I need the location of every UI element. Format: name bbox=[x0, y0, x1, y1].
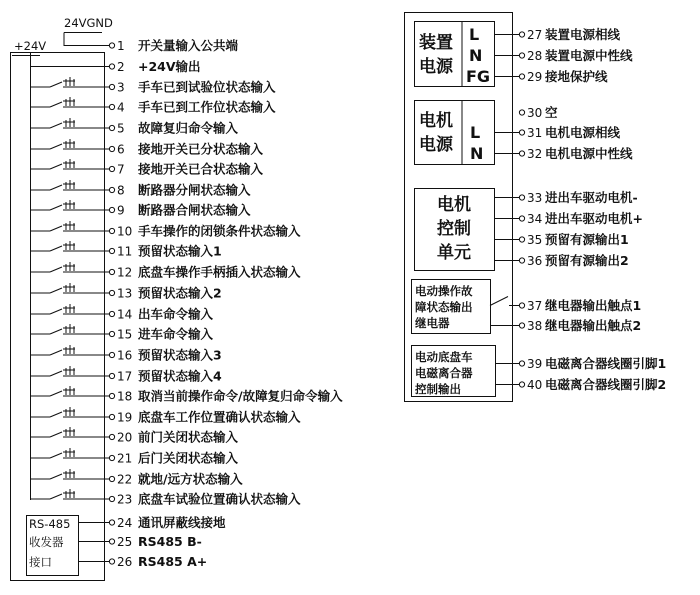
switch-contact-icon bbox=[31, 77, 112, 87]
motor-power-line1: 电机 bbox=[419, 111, 453, 131]
gnd-label: 24VGND bbox=[64, 16, 113, 30]
terminal-left-3 bbox=[109, 84, 114, 89]
terminal-number: 5 bbox=[117, 121, 125, 136]
contactor-line1: 电动底盘车 bbox=[415, 350, 473, 364]
terminal-label: 预留有源输出2 bbox=[545, 253, 629, 268]
v24-label: +24V bbox=[14, 39, 47, 53]
switch-contact-icon bbox=[31, 427, 112, 437]
terminal-right-31 bbox=[519, 130, 524, 135]
terminal-number: 27 bbox=[527, 28, 543, 42]
switch-contact-icon bbox=[31, 386, 112, 396]
terminal-label: RS485 B- bbox=[138, 534, 202, 549]
terminal-left-9 bbox=[109, 207, 114, 212]
fault-relay-line1: 电动操作故 bbox=[415, 284, 473, 298]
rs485-line2: 收发器 bbox=[29, 535, 64, 549]
terminal-number: 17 bbox=[117, 369, 133, 384]
terminal-left-26 bbox=[109, 559, 114, 564]
switch-contact-icon bbox=[31, 283, 112, 293]
terminal-left-24 bbox=[109, 520, 114, 525]
terminal-right-28 bbox=[519, 53, 524, 58]
terminal-number: 28 bbox=[527, 49, 543, 63]
terminal-left-14 bbox=[109, 311, 114, 316]
fault-relay-line3: 继电器 bbox=[415, 316, 450, 330]
terminal-number: 32 bbox=[527, 147, 543, 161]
terminal-number: 40 bbox=[527, 378, 543, 392]
terminal-number: 3 bbox=[117, 80, 125, 95]
terminal-label: 通讯屏蔽线接地 bbox=[138, 515, 226, 530]
terminal-number: 35 bbox=[527, 233, 543, 247]
terminal-label: 电磁离合器线圈引脚1 bbox=[545, 356, 667, 371]
rs485-line3: 接口 bbox=[29, 555, 52, 569]
device-pin-n: N bbox=[469, 46, 483, 65]
device-pin-l: L bbox=[469, 25, 480, 44]
terminal-number: 36 bbox=[527, 254, 543, 268]
terminal-number: 13 bbox=[117, 286, 133, 301]
terminal-left-17 bbox=[109, 373, 114, 378]
terminal-left-18 bbox=[109, 393, 114, 398]
terminal-label: 断路器合闸状态输入 bbox=[138, 202, 251, 218]
terminal-left-2 bbox=[109, 64, 114, 69]
terminal-label: 进车命令输入 bbox=[138, 326, 214, 342]
switch-contact-icon bbox=[31, 241, 112, 251]
terminal-label: 开关量输入公共端 bbox=[138, 38, 239, 53]
terminal-right-34 bbox=[519, 216, 524, 221]
terminal-left-12 bbox=[109, 269, 114, 274]
switch-contact-icon bbox=[31, 159, 112, 169]
switch-contact-icon bbox=[31, 366, 112, 376]
terminal-left-1 bbox=[109, 43, 114, 48]
terminal-number: 24 bbox=[117, 516, 133, 530]
terminal-number: 10 bbox=[117, 224, 133, 239]
terminal-number: 26 bbox=[117, 555, 133, 569]
terminal-label: 接地开关已分状态输入 bbox=[138, 141, 264, 157]
terminal-right-29 bbox=[519, 74, 524, 79]
terminal-label: 进出车驱动电机+ bbox=[545, 211, 643, 226]
terminal-number: 18 bbox=[117, 389, 133, 404]
switch-contact-icon bbox=[31, 407, 112, 417]
terminal-right-38 bbox=[519, 323, 524, 328]
terminal-label: 取消当前操作命令/故障复归命令输入 bbox=[138, 388, 343, 404]
terminal-number: 2 bbox=[117, 60, 125, 74]
switch-contact-icon bbox=[31, 200, 112, 210]
terminal-label: 手车已到工作位状态输入 bbox=[138, 99, 276, 115]
terminal-label: 预留状态输入2 bbox=[138, 285, 222, 301]
fault-relay-line2: 障状态输出 bbox=[415, 300, 473, 314]
terminal-label: 继电器输出触点2 bbox=[545, 318, 642, 333]
terminal-number: 22 bbox=[117, 472, 133, 487]
terminal-label: 前门关闭状态输入 bbox=[138, 429, 239, 445]
switch-contact-icon bbox=[31, 469, 112, 479]
switch-contact-icon bbox=[31, 221, 112, 231]
terminal-number: 20 bbox=[117, 430, 133, 445]
terminal-label: 手车已到试验位状态输入 bbox=[138, 79, 276, 95]
terminal-label: 出车命令输入 bbox=[138, 306, 214, 322]
terminal-number: 4 bbox=[117, 100, 125, 115]
terminal-label: 进出车驱动电机- bbox=[545, 190, 638, 205]
terminal-right-32 bbox=[519, 151, 524, 156]
motor-power-line2: 电源 bbox=[419, 135, 453, 155]
terminal-label: 就地/远方状态输入 bbox=[138, 471, 243, 487]
terminal-label: 空 bbox=[545, 105, 558, 120]
terminal-right-36 bbox=[519, 258, 524, 263]
terminal-number: 12 bbox=[117, 265, 133, 280]
terminal-number: 14 bbox=[117, 307, 133, 322]
terminal-label: 底盘车工作位置确认状态输入 bbox=[138, 409, 301, 425]
terminal-label: 电磁离合器线圈引脚2 bbox=[545, 377, 667, 392]
terminal-left-21 bbox=[109, 455, 114, 460]
motor-pin-l: L bbox=[470, 123, 481, 142]
terminal-label: 底盘车试验位置确认状态输入 bbox=[138, 491, 301, 507]
terminal-label: 预留状态输入4 bbox=[138, 368, 222, 384]
terminal-label: 继电器输出触点1 bbox=[545, 298, 642, 313]
terminal-number: 25 bbox=[117, 535, 133, 549]
terminal-left-13 bbox=[109, 290, 114, 295]
terminal-number: 39 bbox=[527, 357, 543, 371]
terminal-left-20 bbox=[109, 434, 114, 439]
switch-contact-icon bbox=[31, 489, 112, 499]
terminal-number: 33 bbox=[527, 191, 543, 205]
terminal-left-19 bbox=[109, 414, 114, 419]
terminal-right-37 bbox=[519, 303, 524, 308]
terminal-right-39 bbox=[519, 361, 524, 366]
switch-contact-icon bbox=[31, 118, 112, 128]
switch-contact-icon bbox=[31, 304, 112, 314]
terminal-left-15 bbox=[109, 331, 114, 336]
motor-control-line3: 单元 bbox=[437, 243, 471, 263]
terminal-label: 底盘车操作手柄插入状态输入 bbox=[138, 264, 301, 280]
terminal-number: 16 bbox=[117, 348, 133, 363]
device-power-line2: 电源 bbox=[419, 57, 453, 77]
terminal-label: 手车操作的闭锁条件状态输入 bbox=[138, 223, 301, 239]
rs485-line1: RS-485 bbox=[29, 517, 71, 531]
terminal-label: 后门关闭状态输入 bbox=[138, 450, 239, 466]
terminal-label: 装置电源相线 bbox=[545, 27, 621, 42]
terminal-left-6 bbox=[109, 146, 114, 151]
contactor-line3: 控制输出 bbox=[415, 382, 461, 396]
terminal-right-33 bbox=[519, 195, 524, 200]
switch-contact-icon bbox=[31, 262, 112, 272]
terminal-label: 故障复归命令输入 bbox=[138, 120, 239, 136]
left-frame bbox=[11, 53, 105, 581]
terminal-number: 21 bbox=[117, 451, 133, 466]
terminal-number: 1 bbox=[117, 39, 125, 53]
terminal-label: +24V输出 bbox=[138, 59, 201, 74]
terminal-number: 30 bbox=[527, 106, 543, 120]
terminal-number: 19 bbox=[117, 410, 133, 425]
terminal-label: 电机电源中性线 bbox=[545, 146, 633, 161]
contactor-line2: 电磁离合器 bbox=[415, 366, 473, 380]
switch-contact-icon bbox=[31, 97, 112, 107]
terminal-number: 31 bbox=[527, 126, 543, 140]
terminal-number: 6 bbox=[117, 142, 125, 157]
motor-control-line2: 控制 bbox=[437, 219, 471, 239]
terminal-left-16 bbox=[109, 352, 114, 357]
terminal-label: 预留有源输出1 bbox=[545, 232, 629, 247]
terminal-number: 37 bbox=[527, 299, 543, 313]
terminal-label: RS485 A+ bbox=[138, 554, 208, 569]
terminal-right-35 bbox=[519, 237, 524, 242]
terminal-right-30 bbox=[519, 110, 524, 115]
switch-contact-icon bbox=[31, 448, 112, 458]
terminal-right-40 bbox=[519, 382, 524, 387]
terminal-label: 断路器分闸状态输入 bbox=[138, 182, 251, 198]
terminal-left-10 bbox=[109, 228, 114, 233]
terminal-label: 接地保护线 bbox=[545, 69, 608, 84]
terminal-number: 29 bbox=[527, 70, 543, 84]
switch-contact-icon bbox=[31, 139, 112, 149]
terminal-label: 接地开关已合状态输入 bbox=[138, 161, 264, 177]
terminal-number: 38 bbox=[527, 319, 543, 333]
motor-pin-n: N bbox=[470, 144, 484, 163]
terminal-left-8 bbox=[109, 187, 114, 192]
terminal-label: 预留状态输入3 bbox=[138, 347, 222, 363]
switch-contact-icon bbox=[31, 345, 112, 355]
terminal-left-5 bbox=[109, 125, 114, 130]
terminal-left-4 bbox=[109, 104, 114, 109]
device-pin-fg: FG bbox=[466, 67, 491, 86]
terminal-number: 15 bbox=[117, 327, 133, 342]
terminal-left-23 bbox=[109, 496, 114, 501]
terminal-left-22 bbox=[109, 476, 114, 481]
terminal-number: 23 bbox=[117, 492, 133, 507]
terminal-label: 装置电源中性线 bbox=[545, 48, 633, 63]
switch-contact-icon bbox=[31, 180, 112, 190]
terminal-number: 9 bbox=[117, 203, 125, 218]
terminal-left-25 bbox=[109, 539, 114, 544]
terminal-left-11 bbox=[109, 248, 114, 253]
switch-contact-icon bbox=[31, 324, 112, 334]
terminal-label: 预留状态输入1 bbox=[138, 243, 222, 259]
device-power-line1: 装置 bbox=[419, 33, 453, 53]
terminal-number: 7 bbox=[117, 162, 125, 177]
terminal-right-27 bbox=[519, 32, 524, 37]
terminal-number: 34 bbox=[527, 212, 543, 226]
terminal-number: 11 bbox=[117, 244, 133, 259]
motor-control-line1: 电机 bbox=[437, 195, 471, 215]
terminal-number: 8 bbox=[117, 183, 125, 198]
terminal-left-7 bbox=[109, 166, 114, 171]
terminal-label: 电机电源相线 bbox=[545, 125, 621, 140]
